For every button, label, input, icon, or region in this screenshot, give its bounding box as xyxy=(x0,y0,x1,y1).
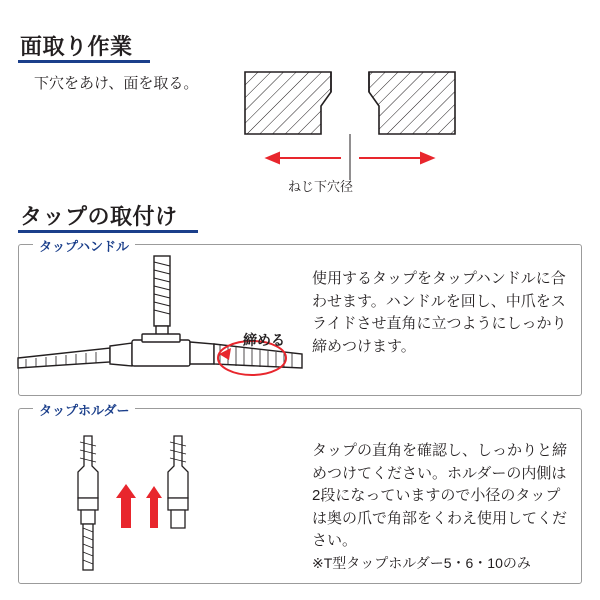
up-arrow-icon xyxy=(116,484,162,528)
section-title-underline xyxy=(18,60,150,63)
chamfer-cross-section-figure xyxy=(245,72,455,134)
tap-holder-description xyxy=(312,440,570,574)
section-title-chamfering: 面取り作業 xyxy=(20,34,133,59)
section-title-tap-mounting: タップの取付け xyxy=(20,204,178,229)
panel-label-tap-holder: タップホルダー xyxy=(33,400,135,419)
tighten-annotation: 締める xyxy=(243,332,285,348)
tap-holder-body: タップの直角を確認し、しっかりと締めつけてください。ホルダーの内側は2段になっていますので小径のタップは奥の爪で角部をくわえ使用してください。 xyxy=(312,442,568,549)
section-title-underline-2 xyxy=(18,230,198,233)
tap-holder-note: ※T型タップホルダー5・6・10のみ xyxy=(312,554,531,571)
tap-handle-description: 使用するタップをタップハンドルに合わせます。ハンドルを回し、中爪をスライドさせ直角に立つようにしっかり締めつけます。 xyxy=(312,270,567,355)
pilot-hole-diameter-label: ねじ下穴径 xyxy=(288,179,354,194)
tap-handle-figure xyxy=(14,256,306,388)
tap-holder-figure xyxy=(40,432,290,576)
chamfering-caption: 下穴をあけ、面を取る。 xyxy=(34,75,199,92)
panel-label-tap-handle: タップハンドル xyxy=(33,236,135,255)
